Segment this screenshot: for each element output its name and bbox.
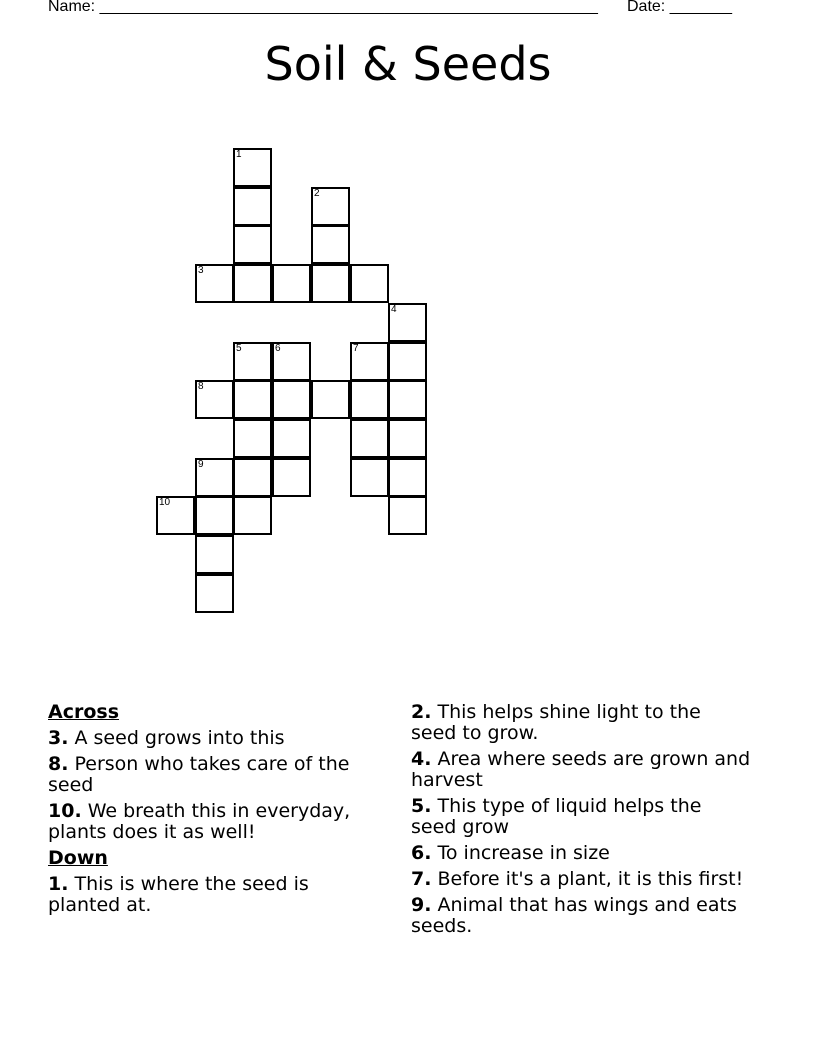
clue-number: 7. (411, 868, 432, 890)
crossword-cell[interactable] (233, 342, 272, 381)
clue-number: 4. (411, 748, 432, 770)
cell-number: 8 (198, 381, 204, 392)
clue-text: Person who takes care of the seed (48, 753, 350, 796)
crossword-cell[interactable] (388, 419, 427, 458)
clue-text: We breath this in everyday, plants does it as well! (48, 800, 351, 843)
cell-number: 9 (198, 459, 204, 470)
cell-number: 3 (198, 265, 204, 276)
cell-number: 1 (236, 149, 242, 160)
clue-text: Area where seeds are grown and harvest (411, 748, 751, 791)
crossword-cell[interactable] (233, 148, 272, 187)
clues-left-column (48, 702, 378, 921)
crossword-cell[interactable] (195, 535, 234, 574)
clue-text: A seed grows into this (74, 727, 285, 749)
clue-number: 3. (48, 727, 69, 749)
clue-down-9 (411, 895, 751, 937)
crossword-cell[interactable] (388, 342, 427, 381)
crossword-cell[interactable] (233, 496, 272, 535)
clues-right-column (411, 702, 751, 942)
crossword-cell[interactable] (311, 264, 350, 303)
crossword-cell[interactable] (311, 225, 350, 264)
cell-number: 6 (275, 343, 281, 354)
crossword-cell[interactable] (272, 264, 311, 303)
crossword-cell[interactable] (388, 458, 427, 497)
crossword-cell[interactable] (233, 264, 272, 303)
clue-text: This is where the seed is planted at. (48, 873, 309, 916)
cell-number: 7 (353, 343, 359, 354)
crossword-cell[interactable] (233, 419, 272, 458)
down-heading: Down (48, 847, 108, 869)
date-field: Date: _______ (627, 0, 732, 15)
crossword-cell[interactable] (272, 342, 311, 381)
name-field: Name: ________________________________________________________ (48, 0, 598, 15)
page-title: Soil & Seeds (264, 37, 552, 91)
crossword-cell[interactable] (156, 496, 195, 535)
crossword-cell[interactable] (350, 458, 389, 497)
clue-across-3 (48, 728, 378, 749)
clue-down-4 (411, 749, 751, 791)
clue-text: This helps shine light to the seed to grow. (411, 701, 701, 744)
clue-down-2 (411, 702, 751, 744)
crossword-cell[interactable] (195, 496, 234, 535)
crossword-cell[interactable] (272, 380, 311, 419)
clue-down-1 (48, 874, 378, 916)
crossword-cell[interactable] (311, 187, 350, 226)
across-heading: Across (48, 701, 120, 723)
clue-number: 10. (48, 800, 82, 822)
clue-across-10 (48, 801, 378, 843)
cell-number: 5 (236, 343, 242, 354)
crossword-cell[interactable] (388, 496, 427, 535)
clue-number: 5. (411, 795, 432, 817)
crossword-cell[interactable] (311, 380, 350, 419)
clue-number: 6. (411, 842, 432, 864)
crossword-cell[interactable] (388, 303, 427, 342)
crossword-cell[interactable] (195, 264, 234, 303)
crossword-cell[interactable] (233, 380, 272, 419)
crossword-cell[interactable] (350, 419, 389, 458)
clue-text: Before it's a plant, it is this first! (437, 868, 744, 890)
clue-text: This type of liquid helps the seed grow (411, 795, 702, 838)
crossword-cell[interactable] (233, 187, 272, 226)
clue-number: 9. (411, 894, 432, 916)
crossword-cell[interactable] (195, 574, 234, 613)
crossword-cell[interactable] (350, 380, 389, 419)
clue-text: Animal that has wings and eats seeds. (411, 894, 737, 937)
crossword-cell[interactable] (272, 458, 311, 497)
crossword-cell[interactable] (195, 380, 234, 419)
crossword-cell[interactable] (233, 225, 272, 264)
crossword-cell[interactable] (233, 458, 272, 497)
crossword-cell[interactable] (388, 380, 427, 419)
crossword-cell[interactable] (272, 419, 311, 458)
clue-down-6 (411, 843, 751, 864)
clue-text: To increase in size (437, 842, 610, 864)
clue-number: 1. (48, 873, 69, 895)
cell-number: 2 (314, 188, 320, 199)
clue-down-7 (411, 869, 751, 890)
clue-down-5 (411, 796, 751, 838)
crossword-cell[interactable] (350, 342, 389, 381)
clue-number: 2. (411, 701, 432, 723)
clue-number: 8. (48, 753, 69, 775)
cell-number: 10 (159, 497, 171, 508)
crossword-cell[interactable] (350, 264, 389, 303)
clue-across-8 (48, 754, 378, 796)
cell-number: 4 (391, 304, 397, 315)
crossword-cell[interactable] (195, 458, 234, 497)
